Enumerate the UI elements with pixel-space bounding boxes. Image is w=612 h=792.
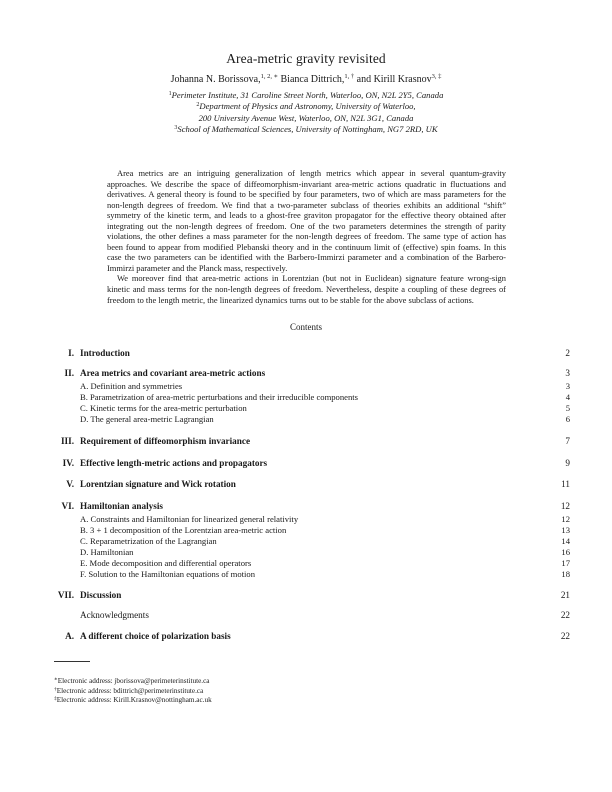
author-name: and Kirill Krasnov bbox=[356, 74, 432, 85]
toc-page-number: 3 bbox=[565, 368, 570, 378]
toc-subentry[interactable] bbox=[0, 381, 612, 392]
footnote-text: Electronic address: Kirill.Krasnov@nottingham.ac.uk bbox=[56, 696, 212, 704]
author-affiliation-marks: 3, ‡ bbox=[431, 73, 442, 80]
toc-page-number: 14 bbox=[561, 535, 570, 546]
author-affiliation-marks: 1, 2, ∗ bbox=[260, 73, 279, 80]
toc-subentry[interactable] bbox=[0, 536, 612, 547]
toc-page-number: 3 bbox=[565, 380, 570, 391]
toc-section-number: II. bbox=[64, 368, 74, 378]
abstract-paragraph: Area metrics are an intriguing generalization of length metrics which appear in several quantum-gravity approaches. We describe the space of diffeomorphism-invariant area-metric actions quadratic in fluctuations and derivatives. A general theory is found to be specified by four parameters, two of which are mass parameters for the non-length degrees of freedom. We find that a two-parameter subclass of theories exhibits an additional “shift” symmetry of the kinetic term, and leads to a ghost-free graviton propagator for the effective theory obtained after integrating out the non-length degrees of freedom. One of the two parameters determines the strength of parity violations, the other defines a mass parameter for the non-length degrees of freedom. The same type of action has been found to appear from modified Plebanski theory and in the continuum limit of (effective) spin foams. In this case the two parameters can be identified with the Barbero-Immirzi parameter and a combination of the Barbero-Immirzi parameter and the Planck mass, respectively. bbox=[107, 168, 506, 273]
toc-subentry[interactable] bbox=[0, 558, 612, 569]
toc-entry[interactable] bbox=[0, 589, 612, 601]
author-list bbox=[0, 73, 612, 86]
toc-subentry[interactable] bbox=[0, 525, 612, 536]
toc-subsection-title: D. Hamiltonian bbox=[80, 546, 134, 557]
toc-subsection-title: C. Reparametrization of the Lagrangian bbox=[80, 535, 217, 546]
footnote bbox=[54, 687, 504, 697]
toc-page-number: 22 bbox=[560, 610, 570, 620]
contents-heading: Contents bbox=[289, 322, 322, 332]
affiliation-text: Perimeter Institute, 31 Caroline Street North, Waterloo, ON, N2L 2Y5, Canada bbox=[171, 90, 444, 100]
affiliation-text: School of Mathematical Sciences, University of Nottingham, NG7 2RD, UK bbox=[177, 124, 438, 135]
toc-section-title: Effective length-metric actions and propagators bbox=[80, 458, 268, 468]
affiliation-mark: 2 bbox=[196, 102, 200, 109]
toc-page-number: 6 bbox=[565, 413, 570, 424]
toc-entry[interactable] bbox=[0, 478, 612, 490]
toc-subsection-title: D. The general area-metric Lagrangian bbox=[80, 413, 214, 424]
toc-page-number: 13 bbox=[561, 524, 570, 535]
toc-page-number: 12 bbox=[561, 513, 570, 524]
toc-entry[interactable] bbox=[0, 609, 612, 621]
footnote-mark: ∗ bbox=[54, 676, 58, 683]
toc-section-number: VI. bbox=[61, 501, 74, 511]
toc-section-title: Hamiltonian analysis bbox=[80, 501, 163, 511]
toc-entry[interactable] bbox=[0, 435, 612, 447]
toc-subentry[interactable] bbox=[0, 569, 612, 580]
toc-subentry[interactable] bbox=[0, 392, 612, 403]
footnote-rule bbox=[54, 661, 90, 662]
author-name: Johanna N. Borissova, bbox=[170, 74, 261, 85]
toc-subentry[interactable] bbox=[0, 514, 612, 525]
toc-entry[interactable] bbox=[0, 367, 612, 379]
abstract-paragraph: We moreover find that area-metric actions in Lorentzian (but not in Euclidean) signature feature wrong-sign kinetic and mass terms for the non-length degrees of freedom. Nevertheless, despite a coupling of these degrees of freedom to the length metric, the linearized dynamics turns out to be stable for the above subclass of actions. bbox=[107, 273, 506, 305]
footnote-text: Electronic address: jborissova@perimeterinstitute.ca bbox=[57, 677, 210, 685]
footnote bbox=[54, 677, 504, 687]
toc-page-number: 12 bbox=[560, 501, 570, 511]
toc-page-number: 5 bbox=[565, 402, 570, 413]
toc-entry[interactable] bbox=[0, 630, 612, 642]
toc-section-number: VII. bbox=[57, 590, 74, 600]
footnotes bbox=[54, 677, 504, 706]
toc-section-title: Introduction bbox=[80, 348, 130, 358]
footnote bbox=[54, 696, 504, 706]
toc-section-title: Discussion bbox=[80, 590, 122, 600]
toc-subentry[interactable] bbox=[0, 414, 612, 425]
affiliation-text: 200 University Avenue West, Waterloo, ON, N2L 3G1, Canada bbox=[198, 112, 414, 123]
toc-page-number: 16 bbox=[561, 546, 570, 557]
toc-entry[interactable] bbox=[0, 500, 612, 512]
toc-page-number: 18 bbox=[561, 568, 570, 579]
toc-section-number: III. bbox=[60, 436, 74, 446]
toc-section-title: Acknowledgments bbox=[80, 610, 149, 620]
toc-section-number: IV. bbox=[62, 458, 74, 468]
toc-section-title: Area metrics and covariant area-metric actions bbox=[80, 368, 266, 378]
toc-entry[interactable] bbox=[0, 457, 612, 469]
toc-page-number: 9 bbox=[565, 458, 570, 468]
footnote-mark: † bbox=[54, 686, 57, 692]
affiliation-line bbox=[0, 90, 612, 101]
toc-page-number: 21 bbox=[560, 590, 570, 600]
toc-subsection-title: B. Parametrization of area-metric perturbations and their irreducible components bbox=[80, 391, 358, 402]
toc-section-title: A different choice of polarization basis bbox=[80, 631, 231, 641]
toc-subsection-title: A. Definition and symmetries bbox=[80, 380, 183, 391]
affiliation-line bbox=[0, 101, 612, 112]
toc-section-number: V. bbox=[66, 479, 74, 489]
author-name: Bianca Dittrich, bbox=[280, 74, 345, 85]
toc-section-number: I. bbox=[68, 348, 74, 358]
toc-subsection-title: E. Mode decomposition and differential operators bbox=[80, 557, 252, 568]
affiliations bbox=[0, 90, 612, 136]
paper-title: Area-metric gravity revisited bbox=[226, 51, 386, 66]
toc-subentry[interactable] bbox=[0, 403, 612, 414]
toc-section-number: A. bbox=[65, 631, 74, 641]
toc-page-number: 4 bbox=[565, 391, 570, 402]
abstract bbox=[107, 168, 506, 305]
footnote-text: Electronic address: bdittrich@perimeterinstitute.ca bbox=[56, 686, 204, 695]
toc-page-number: 7 bbox=[565, 436, 570, 446]
affiliation-line bbox=[0, 113, 612, 124]
footnote-mark: ‡ bbox=[54, 695, 57, 702]
toc-subentry[interactable] bbox=[0, 547, 612, 558]
toc-page-number: 2 bbox=[565, 348, 570, 358]
affiliation-text: Department of Physics and Astronomy, University of Waterloo, bbox=[199, 101, 416, 112]
affiliation-mark: 3 bbox=[174, 125, 178, 132]
toc-section-title: Lorentzian signature and Wick rotation bbox=[80, 479, 236, 489]
author-affiliation-marks: 1, † bbox=[344, 73, 355, 80]
toc-page-number: 22 bbox=[560, 631, 570, 641]
affiliation-mark: 1 bbox=[168, 91, 172, 97]
affiliation-line bbox=[0, 124, 612, 135]
toc-section-title: Requirement of diffeomorphism invariance bbox=[80, 436, 251, 446]
toc-subsection-title: B. 3 + 1 decomposition of the Lorentzian area-metric action bbox=[80, 524, 287, 535]
toc-entry[interactable] bbox=[0, 347, 612, 359]
toc-page-number: 11 bbox=[561, 479, 570, 489]
toc-subsection-title: A. Constraints and Hamiltonian for linearized general relativity bbox=[80, 513, 299, 524]
toc-page-number: 17 bbox=[561, 557, 570, 568]
toc-subsection-title: F. Solution to the Hamiltonian equations of motion bbox=[80, 568, 255, 579]
toc-subsection-title: C. Kinetic terms for the area-metric perturbation bbox=[80, 402, 247, 413]
